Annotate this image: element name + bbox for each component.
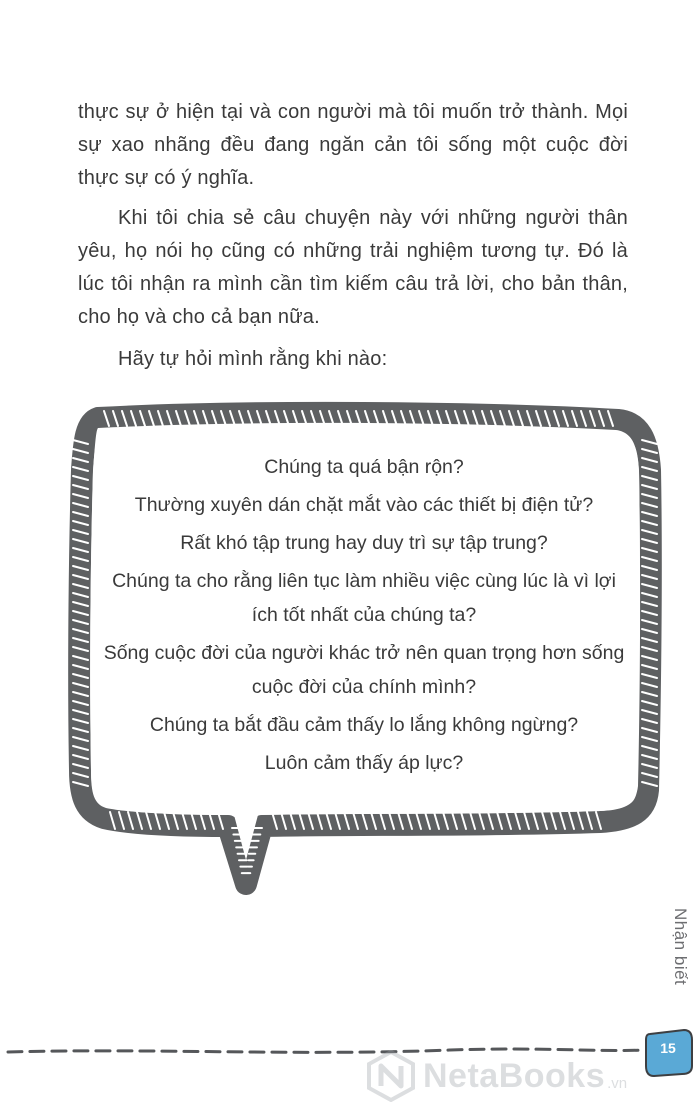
netabooks-logo-icon (365, 1050, 417, 1102)
watermark (365, 1048, 627, 1104)
body-paragraph-3: Hãy tự hỏi mình rằng khi nào: (118, 348, 388, 370)
watermark-brand: NetaBooks (423, 1056, 606, 1095)
question-list (100, 450, 628, 784)
question-item: Rất khó tập trung hay duy trì sự tập trung? (180, 532, 548, 554)
question-item: Luôn cảm thấy áp lực? (264, 752, 464, 774)
watermark-suffix: .vn (607, 1074, 628, 1092)
body-paragraph-2: Khi tôi chia sẻ câu chuyện này với những người thân yêu, họ nói họ cũng có những trải nghiệm tương tự. Đó là lúc tôi nhận ra mình cần tìm kiếm câu trả lời, cho bản thân, cho họ và cho cả bạn nữa. (78, 207, 628, 328)
question-item: Chúng ta quá bận rộn? (264, 456, 464, 478)
question-item: Thường xuyên dán chặt mắt vào các thiết bị điện tử? (134, 494, 594, 516)
question-item: Chúng ta cho rằng liên tục làm nhiều việc cùng lúc là vì lợi ích tốt nhất của chúng ta? (112, 570, 616, 626)
chapter-side-label: Nhận biết (671, 908, 690, 986)
body-paragraph-1: thực sự ở hiện tại và con người mà tôi muốn trở thành. Mọi sự xao nhãng đều đang ngăn cản tôi sống một cuộc đời thực sự có ý nghĩa. (78, 101, 628, 189)
question-item: Sống cuộc đời của người khác trở nên quan trọng hơn sống cuộc đời của chính mình? (103, 642, 625, 698)
question-item: Chúng ta bắt đầu cảm thấy lo lắng không ngừng? (149, 714, 579, 736)
page-number: 15 (660, 1040, 676, 1056)
